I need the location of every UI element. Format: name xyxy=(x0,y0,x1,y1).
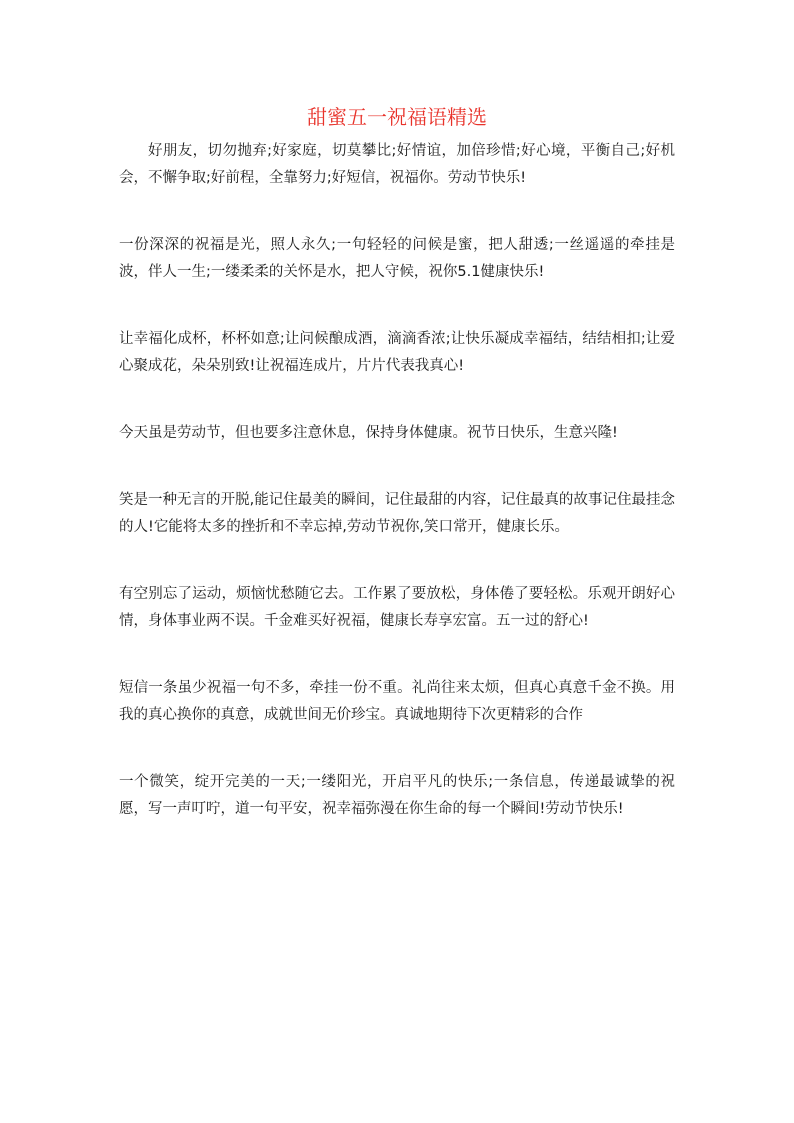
paragraph: 有空别忘了运动，烦恼忧愁随它去。工作累了要放松，身体倦了要轻松。乐观开朗好心情，身体事业两不误。千金难买好祝福，健康长寿享宏富。五一过的舒心! xyxy=(119,586,675,629)
paragraph: 笑是一种无言的开脱,能记住最美的瞬间，记住最甜的内容，记住最真的故事记住最挂念的人!它能将太多的挫折和不幸忘掉,劳动节祝你,笑口常开，健康长乐。 xyxy=(119,492,675,535)
paragraph: 让幸福化成杯，杯杯如意;让问候酿成酒，滴滴香浓;让快乐凝成幸福结，结结相扣;让爱心聚成花，朵朵别致!让祝福连成片，片片代表我真心! xyxy=(119,331,675,374)
paragraph: 今天虽是劳动节，但也要多注意休息，保持身体健康。祝节日快乐，生意兴隆! xyxy=(119,425,618,441)
paragraph: 好朋友，切勿抛弃;好家庭，切莫攀比;好情谊，加倍珍惜;好心境，平衡自己;好机会，不懈争取;好前程，全靠努力;好短信，祝福你。劳动节快乐! xyxy=(119,143,675,186)
paragraph: 一个微笑，绽开完美的一天;一缕阳光，开启平凡的快乐;一条信息，传递最诚挚的祝愿，写一声叮咛，道一句平安，祝幸福弥漫在你生命的每一个瞬间!劳动节快乐! xyxy=(119,774,675,817)
paragraph: 短信一条虽少祝福一句不多，牵挂一份不重。礼尚往来太烦，但真心真意千金不换。用我的真心换你的真意，成就世间无价珍宝。真诚地期待下次更精彩的合作 xyxy=(119,680,675,723)
paragraph: 一份深深的祝福是光，照人永久;一句轻轻的问候是蜜，把人甜透;一丝遥遥的牵挂是波，伴人一生;一缕柔柔的关怀是水，把人守候，祝你5.1健康快乐! xyxy=(119,237,675,280)
document-title: 甜蜜五一祝福语精选 xyxy=(307,105,487,129)
document-body xyxy=(119,138,675,863)
